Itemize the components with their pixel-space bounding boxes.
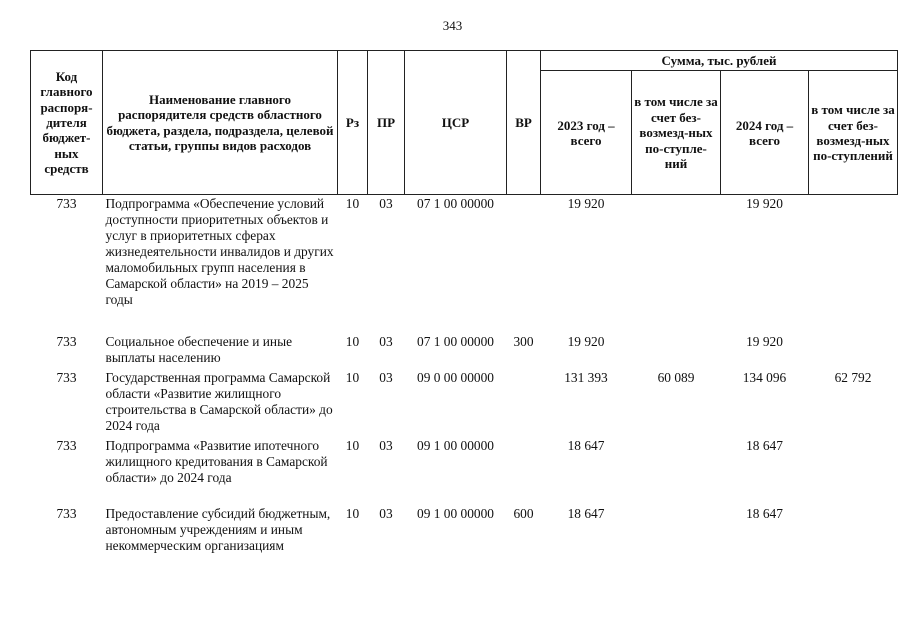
cell-2023-total: 18 647	[567, 437, 605, 453]
cell-rz: 10	[345, 369, 360, 385]
cell-csr: 09 1 00 00000	[417, 437, 494, 453]
cell-2024-grants	[809, 505, 898, 573]
cell-csr: 09 0 00 00000	[417, 369, 494, 385]
cell-pr: 03	[379, 333, 393, 349]
cell-rz: 10	[345, 196, 360, 212]
cell-name: Предоставление субсидий бюджетным, автономным учреждениям и иным некоммерческим организациям	[105, 505, 331, 553]
cell-vr	[507, 195, 541, 333]
header-code: Код главного распоря-дителя бюджет-ных средств	[31, 51, 103, 195]
cell-name: Подпрограмма «Обеспечение условий доступности приоритетных объектов и услуг в приоритетных сферах жизнедеятельности инвалидов и других маломобильных групп населения в Самарской области» на 2019 – 2025 годы	[105, 196, 334, 308]
cell-2023-grants: 60 089	[657, 369, 695, 385]
cell-2024-grants	[809, 437, 898, 505]
table-header	[31, 51, 898, 195]
header-vr: ВР	[507, 51, 541, 195]
cell-rz: 10	[345, 505, 360, 521]
table-row	[31, 369, 898, 437]
header-2023-total: 2023 год – всего	[541, 71, 632, 195]
cell-pr: 03	[379, 196, 393, 212]
cell-2023-total: 18 647	[567, 505, 605, 521]
cell-code: 733	[56, 505, 77, 521]
cell-2024-total: 134 096	[742, 369, 787, 385]
cell-2024-total: 19 920	[746, 333, 783, 349]
cell-pr: 03	[379, 437, 393, 453]
cell-name: Подпрограмма «Развитие ипотечного жилищного кредитования в Самарской области» до 2024 года	[105, 437, 328, 485]
header-2024-total: 2024 год – всего	[721, 71, 809, 195]
cell-2023-grants	[632, 195, 721, 333]
table-row	[31, 195, 898, 333]
cell-name: Государственная программа Самарской области «Развитие жилищного строительства в Самарской области» до 2024 года	[105, 369, 333, 433]
cell-2024-total: 19 920	[746, 196, 783, 212]
header-pr: ПР	[368, 51, 405, 195]
header-rz: Рз	[338, 51, 368, 195]
cell-vr: 300	[513, 333, 534, 349]
header-csr: ЦСР	[405, 51, 507, 195]
cell-2024-grants	[809, 333, 898, 369]
cell-rz: 10	[345, 333, 360, 349]
cell-pr: 03	[379, 369, 393, 385]
cell-2023-total: 131 393	[564, 369, 608, 385]
header-2023-grants: в том числе за счет без-возмезд-ных по-ступле-ний	[632, 71, 721, 195]
cell-2024-total: 18 647	[746, 505, 783, 521]
cell-2024-grants: 62 792	[834, 369, 872, 385]
header-name: Наименование главного распорядителя средств областного бюджета, раздела, подраздела, целевой статьи, группы видов расходов	[103, 51, 338, 195]
cell-vr	[507, 437, 541, 505]
cell-2023-grants	[632, 333, 721, 369]
cell-vr	[507, 369, 541, 437]
header-sum-group: Сумма, тыс. рублей	[541, 51, 898, 71]
cell-code: 733	[56, 196, 77, 212]
cell-code: 733	[56, 333, 77, 349]
cell-2024-total: 18 647	[746, 437, 783, 453]
cell-name: Социальное обеспечение и иные выплаты населению	[105, 333, 293, 365]
cell-2023-grants	[632, 505, 721, 573]
cell-pr: 03	[379, 505, 393, 521]
cell-rz: 10	[345, 437, 360, 453]
table-body	[31, 195, 898, 573]
header-2024-grants: в том числе за счет без-возмезд-ных по-ступлений	[809, 71, 898, 195]
cell-2024-grants	[809, 195, 898, 333]
cell-2023-grants	[632, 437, 721, 505]
cell-2023-total: 19 920	[567, 196, 605, 212]
table-row	[31, 333, 898, 369]
cell-csr: 09 1 00 00000	[417, 505, 494, 521]
cell-2023-total: 19 920	[567, 333, 605, 349]
table-row	[31, 505, 898, 573]
cell-csr: 07 1 00 00000	[417, 196, 494, 212]
page-number: 343	[442, 18, 463, 33]
cell-code: 733	[56, 437, 77, 453]
table-row	[31, 437, 898, 505]
cell-code: 733	[56, 369, 77, 385]
budget-table	[30, 50, 898, 573]
cell-csr: 07 1 00 00000	[417, 333, 494, 349]
cell-vr: 600	[513, 505, 534, 521]
